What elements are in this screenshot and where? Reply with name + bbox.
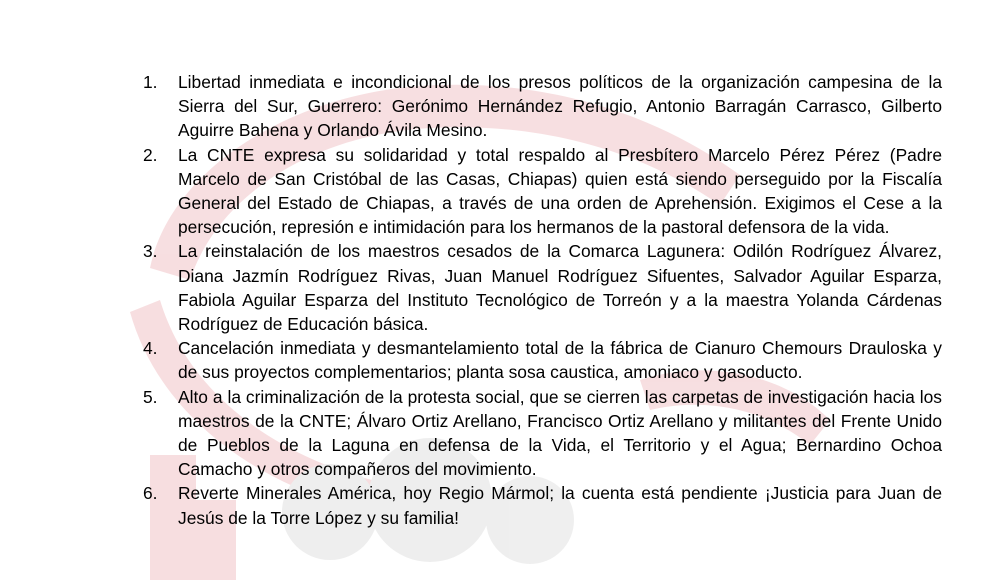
list-item <box>143 70 942 143</box>
item-text: Alto a la criminalización de la protesta social, que se cierren las carpetas de investigación hacia los maestros de la CNTE; Álvaro Ortiz Arellano, Francisco Ortiz Arellano y militantes del Frente Unido de Pueblos de la Laguna en defensa de la Vida, el Territorio y el Agua; Bernardino Ochoa Camacho y otros compañeros del movimiento. <box>178 386 942 480</box>
list-item <box>143 481 942 529</box>
item-number: 1. <box>143 72 158 92</box>
list-item <box>143 143 942 240</box>
item-text: La CNTE expresa su solidaridad y total respaldo al Presbítero Marcelo Pérez Pérez (Padre Marcelo de San Cristóbal de las Casas, Chiapas) quien está siendo perseguido por la Fiscalía General del Estado de Chiapas, a través de una orden de Aprehensión. Exigimos el Cese a la persecución, represión e intimidación para los hermanos de la pastoral defensora de la vida. <box>178 144 942 238</box>
demands-list <box>143 70 942 530</box>
item-number: 6. <box>143 483 158 504</box>
item-number: 5. <box>143 386 158 407</box>
list-item <box>143 385 942 482</box>
item-text: Cancelación inmediata y desmantelamiento total de la fábrica de Cianuro Chemours Drauloska y de sus proyectos complementarios; planta sosa caustica, amoniaco y gasoducto. <box>178 338 942 383</box>
item-number: 2. <box>143 144 158 165</box>
item-text: La reinstalación de los maestros cesados de la Comarca Lagunera: Odilón Rodríguez Álvarez, Diana Jazmín Rodríguez Rivas, Juan Manuel Rodríguez Sifuentes, Salvador Aguilar Esparza, Fabiola Aguilar Esparza del Instituto Tecnológico de Torreón y a la maestra Yolanda Cárdenas Rodríguez de Educación básica. <box>178 241 942 335</box>
item-number: 4. <box>143 338 158 359</box>
list-item <box>143 336 942 384</box>
item-text: Reverte Minerales América, hoy Regio Mármol; la cuenta está pendiente ¡Justicia para Juan de Jesús de la Torre López y su familia! <box>178 483 942 528</box>
item-text: Libertad inmediata e incondicional de los presos políticos de la organización campesina de la Sierra del Sur, Guerrero: Gerónimo Hernández Refugio, Antonio Barragán Carrasco, Gilberto Aguirre Bahena y Orlando Ávila Mesino. <box>178 72 942 141</box>
list-item <box>143 239 942 336</box>
item-number: 3. <box>143 241 158 262</box>
